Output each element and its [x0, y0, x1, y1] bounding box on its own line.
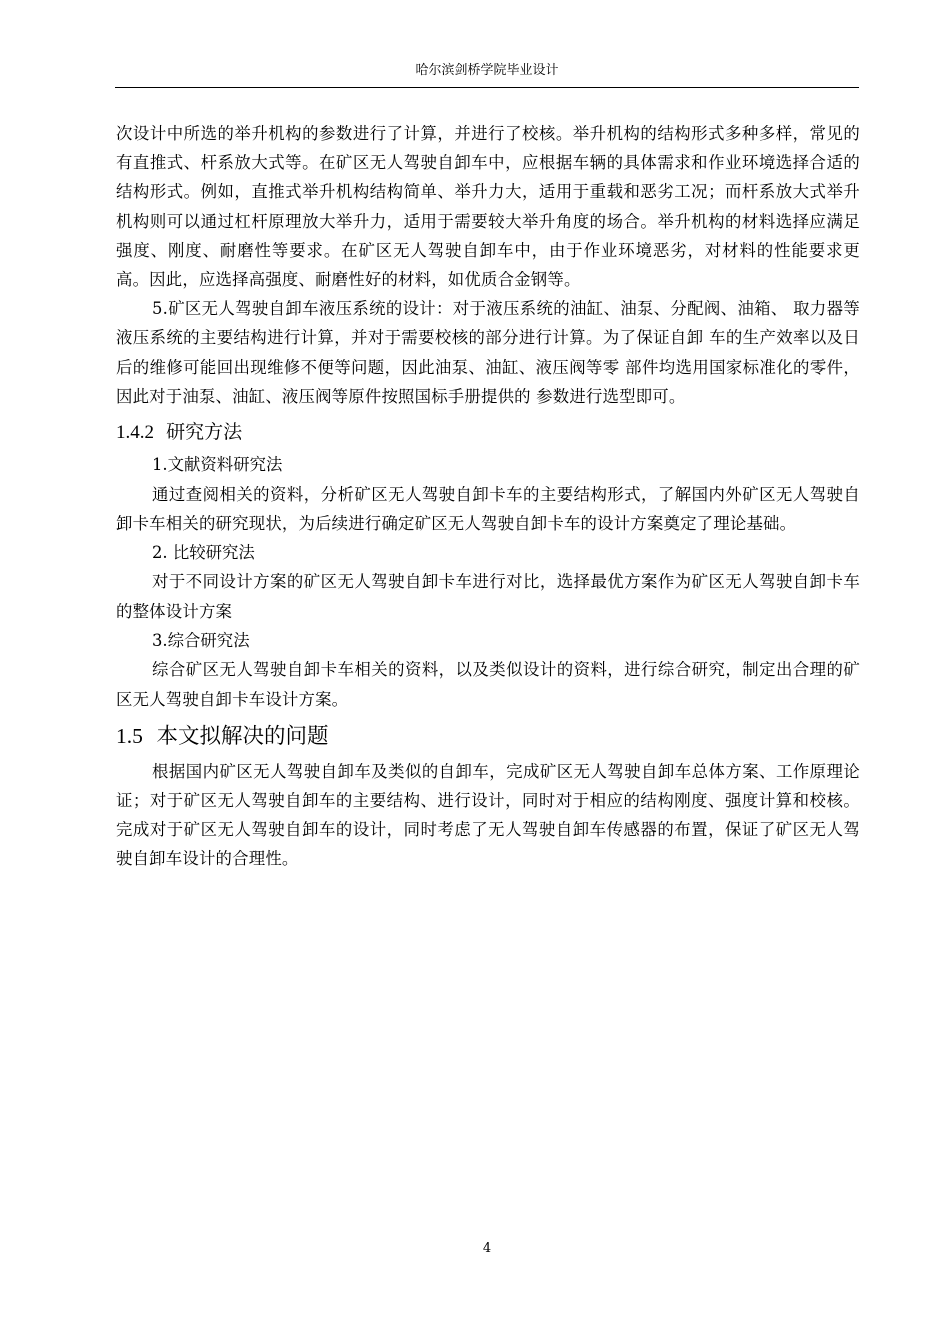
- section-title: 研究方法: [166, 421, 243, 444]
- section-number: 1.4.2: [116, 422, 154, 444]
- page-number: 4: [482, 1241, 492, 1256]
- method-label-comparison: 2. 比较研究法: [152, 542, 255, 562]
- section-title: 本文拟解决的问题: [156, 723, 329, 749]
- document-body: [116, 119, 860, 874]
- method-text-comparison: 对于不同设计方案的矿区无人驾驶自卸卡车进行对比，选择最优方案作为矿区无人驾驶自卸卡车的整体设计方案: [116, 572, 860, 621]
- paragraph-problems: 根据国内矿区无人驾驶自卸车及类似的自卸车，完成矿区无人驾驶自卸车总体方案、工作原理论证；对于矿区无人驾驶自卸车的主要结构、进行设计，同时对于相应的结构刚度、强度计算和校核。完成对于矿区无人驾驶自卸车的设计，同时考虑了无人驾驶自卸车传感器的布置，保证了矿区无人驾驶自卸车设计的合理性。: [116, 761, 860, 869]
- page-header: 哈尔滨剑桥学院毕业设计: [415, 63, 559, 78]
- section-heading-1-4-2: [116, 419, 860, 446]
- section-heading-1-5: [116, 722, 860, 751]
- method-label-synthesis: 3.综合研究法: [152, 630, 250, 650]
- paragraph-lifting-mechanism: 次设计中所选的举升机构的参数进行了计算，并进行了校核。举升机构的结构形式多种多样，常见的有直推式、杆系放大式等。在矿区无人驾驶自卸车中，应根据车辆的具体需求和作业环境选择合适的结构形式。例如，直推式举升机构结构简单、举升力大，适用于重载和恶劣工况；而杆系放大式举升机构则可以通过杠杆原理放大举升力，适用于需要较大举升角度的场合。举升机构的材料选择应满足强度、刚度、耐磨性等要求。在矿区无人驾驶自卸车中，由于作业环境恶劣，对材料的性能要求更高。因此，应选择高强度、耐磨性好的材料，如优质合金钢等。: [116, 124, 860, 290]
- method-label-literature: 1.文献资料研究法: [152, 455, 283, 475]
- method-text-synthesis: 综合矿区无人驾驶自卸卡车相关的资料，以及类似设计的资料，进行综合研究，制定出合理的矿区无人驾驶自卸卡车设计方案。: [116, 660, 860, 709]
- paragraph-hydraulic-system: 5.矿区无人驾驶自卸车液压系统的设计：对于液压系统的油缸、油泵、分配阀、油箱、 取力器等液压系统的主要结构进行计算，并对于需要校核的部分进行计算。为了保证自卸 车的生产效率以及日后的维修可能回出现维修不便等问题，因此油泵、油缸、液压阀等零 部件均选用国家标准化的零件，因此对于油泵、油缸、液压阀等原件按照国标手册提供的 参数进行选型即可。: [116, 299, 860, 406]
- method-text-literature: 通过查阅相关的资料，分析矿区无人驾驶自卸卡车的主要结构形式，了解国内外矿区无人驾驶自卸卡车相关的研究现状，为后续进行确定矿区无人驾驶自卸卡车的设计方案奠定了理论基础。: [116, 484, 860, 533]
- section-number: 1.5: [116, 723, 143, 748]
- header-rule: [115, 87, 859, 88]
